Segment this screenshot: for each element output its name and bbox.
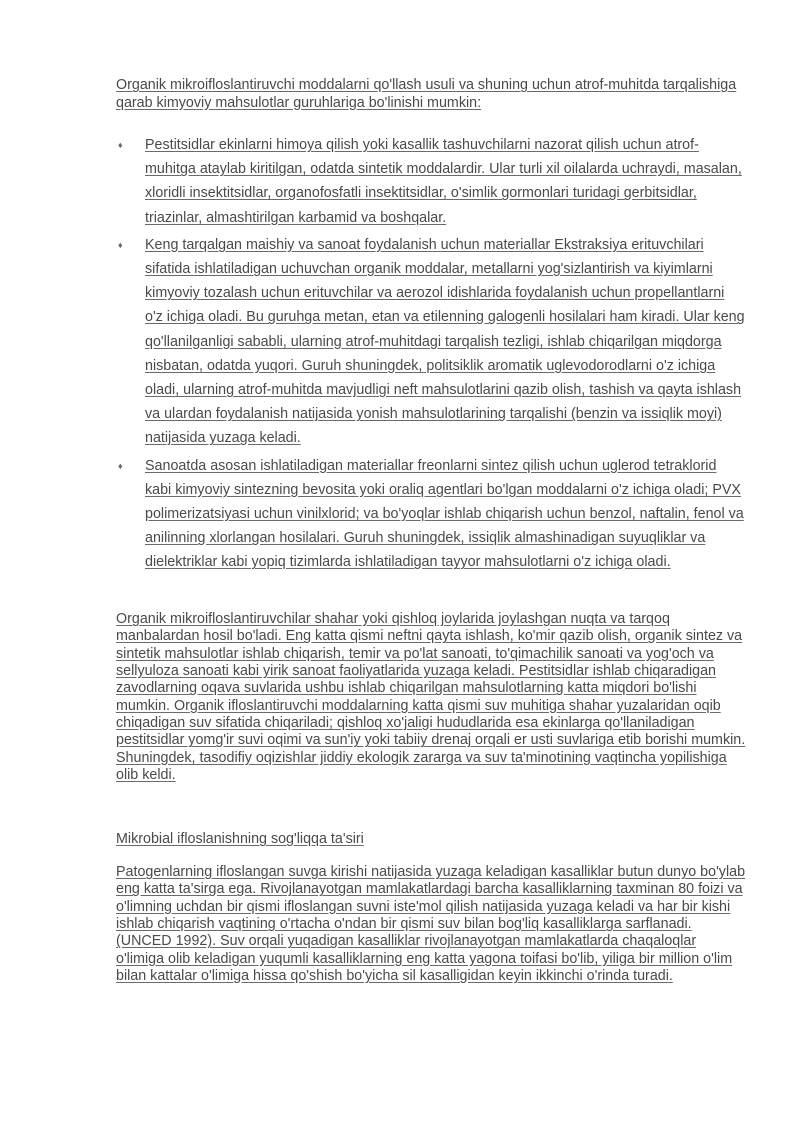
list-item-text: Pestitsidlar ekinlarni himoya qilish yoki kasallik tashuvchilarni nazorat qilish uchun atrof-muhitga ataylab kiritilgan, odatda sintetik moddalardir. Ular turli xil oilalarda uchraydi, masalan, xloridli insektitsidlar, organofosfatli insektitsidlar, o'simlik gormonlari turidagi gerbitsidlar, triazinlar, almashtirilgan karbamid va boshqalar.	[145, 137, 742, 226]
paragraph-text: Organik mikroifloslantiruvchilar shahar yoki qishloq joylarida joylashgan nuqta va tarqoq manbalardan hosil bo'ladi. Eng katta qismi neftni qayta ishlash, ko'mir qazib olish, organik sintez va sintetik mahsulotlar ishlab chiqarish, temir va po'lat sanoati, to'qimachilik sanoati va yog'och va sellyuloza sanoati kabi yirik sanoat faoliyatlarida yuzaga keladi. Pestitsidlar ishlab chiqaradigan zavodlarning oqava suvlarida ushbu ishlab chiqarilgan mahsulotlarning katta miqdori bo'lishi mumkin. Organik ifloslantiruvchi moddalarning katta qismi suv muhitiga shahar yuzalaridan oqib chiqadigan suv sifatida chiqariladi; qishloq xo'jaligi hududlarida esa ekinlarga qo'llaniladigan pestitsidlar yomg'ir suvi oqimi va sun'iy yoki tabiiy drenaj orqali er usti suvlariga etib borishi mumkin. Shuningdek, tasodifiy oqizishlar jiddiy ekologik zararga va suv ta'minotining vaqtincha yopilishiga olib keldi.	[116, 611, 746, 784]
heading-text: Mikrobial ifloslanishning sog'liqqa ta'siri	[116, 831, 364, 847]
list-item	[116, 233, 746, 451]
bullet-icon: ♦	[118, 140, 123, 150]
list-item	[116, 133, 746, 230]
intro-text: Organik mikroifloslantiruvchi moddalarni qo'llash usuli va shuning uchun atrof-muhitda tarqalishiga qarab kimyoviy mahsulotlar guruhlariga bo'linishi mumkin:	[116, 77, 737, 111]
section-heading	[116, 830, 746, 848]
list-item	[116, 454, 746, 575]
paragraph-text: Patogenlarning ifloslangan suvga kirishi natijasida yuzaga keladigan kasalliklar butun dunyo bo'ylab eng katta ta'sirga ega. Rivojlanayotgan mamlakatlardagi barcha kasalliklarning taxminan 80 foizi va o'limning uchdan bir qismi ifloslangan suvni iste'mol qilish natijasida yuzaga keladi va har bir kishi ishlab chiqarish vaqtining o'rtacha o'ndan bir qismi suv bilan bog'liq kasalliklarga sarflanadi. (UNCED 1992). Suv orqali yuqadigan kasalliklar rivojlanayotgan mamlakatlarda chaqaloqlar o'limiga olib keladigan yuqumli kasalliklarning eng katta yagona toifasi bo'lib, yiliga bir million o'lim bilan kattalar o'limiga hissa qo'shish bo'yicha sil kasalligidan keyin ikkinchi o'rinda turadi.	[116, 864, 746, 985]
intro-paragraph	[116, 77, 756, 112]
list-item-text: Keng tarqalgan maishiy va sanoat foydalanish uchun materiallar Ekstraksiya erituvchilari sifatida ishlatiladigan uchuvchan organik moddalar, metallarni yog'sizlantirish va kiyimlarni kimyoviy tozalash uchun erituvchilar va aerozol idishlarida foydalanish uchun propellantlarni o'z ichiga oladi. Bu guruhga metan, etan va etilenning galogenli hosilalari ham kiradi. Ular keng qo'llanilganligi sababli, ularning atrof-muhitdagi tarqalish tezligi, ishlab chiqarilgan miqdorga nisbatan, odatda yuqori. Guruh shuningdek, politsiklik aromatik uglevodorodlarni o'z ichiga oladi, ularning atrof-muhitda mavjudligi neft mahsulotlarini qazib olish, tashish va qayta ishlash va ulardan foydalanish natijasida yonish mahsulotlarining tarqalishi (benzin va issiqlik moyi) natijasida yuzaga keladi.	[145, 236, 745, 447]
list-item-text: Sanoatda asosan ishlatiladigan materiallar freonlarni sintez qilish uchun uglerod tetraklorid kabi kimyoviy sintezning bevosita yoki oraliq agentlari bo'lgan moddalarni o'z ichiga oladi; PVX polimerizatsiyasi uchun vinilxlorid; va bo'yoqlar ishlab chiqarish uchun benzol, naftalin, fenol va anilinning xlorlangan hosilalari. Guruh shuningdek, issiqlik almashinadigan suyuqliklar va dielektriklar kabi yopiq tizimlarda ishlatiladigan tayyor mahsulotlarni o'z ichiga oladi.	[145, 457, 744, 571]
bullet-list	[116, 133, 746, 578]
bullet-icon: ♦	[118, 460, 123, 471]
body-paragraph	[116, 864, 746, 985]
bullet-icon: ♦	[118, 239, 123, 250]
body-paragraph	[116, 611, 746, 784]
